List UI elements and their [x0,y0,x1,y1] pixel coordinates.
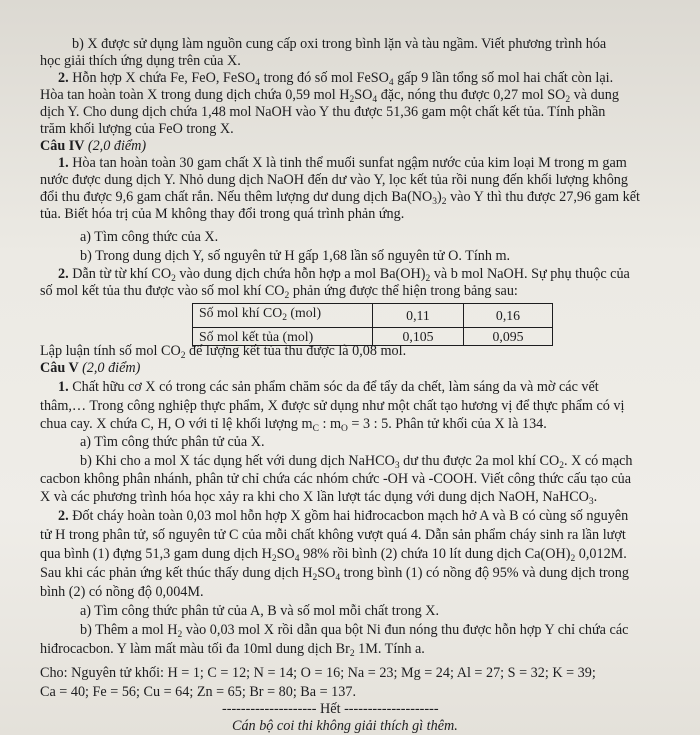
section-title: Câu V [40,360,83,376]
text-line: tủa. Biết hóa trị của M không thay đổi trong quá trình phản ứng. [40,206,405,222]
text-line [58,508,628,526]
text-line: b) Khi cho a mol X tác dụng hết với dung dịch NaHCO$_3$ dư thu được 2a mol khí $CO_2$. X có mạch [80,453,633,471]
table-cell-label: Số mol khí $CO_2$ (mol) [193,304,373,328]
data-table [192,303,553,346]
text-line: b) Thêm a mol $H_2$ vào 0,03 mol X rồi dẫn qua bột Ni đun nóng thu được hỗn hợp Y chỉ chứa các [80,622,629,640]
table-cell: 0,11 [373,304,464,328]
item-number: 1. [58,155,73,171]
item-text: Chất hữu cơ X có trong các sản phẩm chăm sóc da để tẩy da chết, làm sáng da và mờ các vết [72,379,599,395]
text-line: a) Tìm công thức phân tử của A, B và số mol mỗi chất trong X. [80,603,440,619]
section-points: (2,0 điểm) [87,138,147,154]
table-cell: 0,16 [464,304,553,328]
text-line: Lập luận tính số mol $CO_2$ để lượng kết tủa thu được là 0,08 mol. [40,343,407,361]
table-row [193,304,553,328]
item-number: 2. [58,266,73,282]
text-line: Hòa tan hoàn toàn X trong dung dịch chứa 0,59 mol $H_2SO_4$ đặc, nóng thu được 0,27 mol $SO_2$ và dung [40,87,619,105]
table-cell-label: Số mol kết tủa (mol) [193,328,373,346]
footer-note: Cán bộ coi thi không giải thích gì thêm. [232,718,458,734]
text-line: học giải thích ứng dụng trên của X. [40,53,241,69]
text-line: Ca = 40; Fe = 56; Cu = 64; Zn = 65; Br = 80; Ba = 137. [40,684,356,700]
text-line: dịch Y. Cho dung dịch chứa 1,48 mol NaOH vào Y thu được 51,36 gam một chất kết tủa. Tính phần [40,104,606,120]
text-line: chua cay. X chứa C, H, O với tỉ lệ khối lượng $m_C$ : $m_O = 3$ : 5. Phân tử khối của X là 134. [40,416,547,434]
item-text: Hỗn hợp X chứa Fe, FeO, FeSO$_4$ trong đó số mol FeSO$_4$ gấp 9 lần tổng số mol hai chất còn lại. [72,70,614,88]
text-line: a) Tìm công thức của X. [80,229,219,245]
text-line: Sau khi các phản ứng kết thúc thấy dung dịch $H_2SO_4$ trong bình (1) có nồng độ 95% và dung dịch trong [40,565,629,583]
text-line: b) X được sử dụng làm nguồn cung cấp oxi trong bình lặn và tàu ngầm. Viết phương trình hóa [72,36,607,52]
section-heading [40,360,140,378]
item-text: Hòa tan hoàn toàn 30 gam chất X là tinh thể muối sunfat ngậm nước của kim loại M trong m gam [72,155,627,171]
text-line [58,155,627,173]
text-line: nước được dung dịch Y. Nhỏ dung dịch NaOH đến dư vào Y, lọc kết tủa rồi nung đến khối lượng không [40,172,628,188]
item-text: Dẫn từ từ khí $CO_2$ vào dung dịch chứa hỗn hợp a mol $Ba(OH)_2$ và b mol NaOH. Sự phụ thuộc của [72,266,630,284]
text-line: Cho: Nguyên tử khối: H = 1; C = 12; N = 14; O = 16; Na = 23; Mg = 24; Al = 27; S = 32; K = 39; [40,665,596,681]
text-line: cacbon không phân nhánh, phân tử chỉ chứa các nhóm chức -OH và -COOH. Viết công thức cấu tạo của [40,471,632,487]
text-line: số mol kết tủa thu được vào số mol khí $CO_2$ phản ứng được thể hiện trong bảng sau: [40,283,518,301]
section-title: Câu IV [40,138,88,154]
text-line: X và các phương trình hóa học xảy ra khi cho X lần lượt tác dụng với dung dịch NaOH, NaHCO$_3$. [40,489,598,507]
text-line: b) Trong dung dịch Y, số nguyên tử H gấp 1,68 lần số nguyên tử O. Tính m. [80,248,511,264]
text-line: bình (2) có nồng độ 0,004M. [40,584,204,600]
item-number: 1. [58,379,73,395]
item-number: 2. [58,508,73,524]
section-heading [40,138,146,156]
end-marker: -------------------- Hết -------------------- [222,701,439,717]
table-cell: 0,095 [464,328,553,346]
text-line: thâm,… Trong công nghiệp thực phẩm, X được sử dụng như một chất tạo hương vị để thực phẩm có vị [40,398,625,414]
section-points: (2,0 điểm) [82,360,141,376]
text-line: đổi thu được 9,6 gam chất rắn. Nếu thêm lượng dư dung dịch $Ba(NO_3)_2$ vào Y thì thu được 27,96 gam kết [40,189,640,207]
text-line: hiđrocacbon. Y làm mất màu tối đa 10ml dung dịch $Br_2$ 1M. Tính a. [40,641,425,659]
table-cell: 0,105 [373,328,464,346]
text-line: a) Tìm công thức phân tử của X. [80,434,265,450]
item-text: Đốt cháy hoàn toàn 0,03 mol hỗn hợp X gồm hai hiđrocacbon mạch hở A và B có cùng số nguyên [72,508,629,524]
item-number: 2. [58,70,73,86]
text-line: tử H trong phân tử, số nguyên tử C của mỗi chất không vượt quá 4. Dẫn sản phẩm cháy sinh ra lần lượt [40,527,626,543]
text-line: trăm khối lượng của FeO trong X. [40,121,234,137]
text-line: qua bình (1) đựng 51,3 gam dung dịch $H_2SO_4$ 98% rồi bình (2) chứa 10 lít dung dịch $Ca(OH)_2$ 0,012M. [40,546,627,564]
text-line [58,379,599,397]
